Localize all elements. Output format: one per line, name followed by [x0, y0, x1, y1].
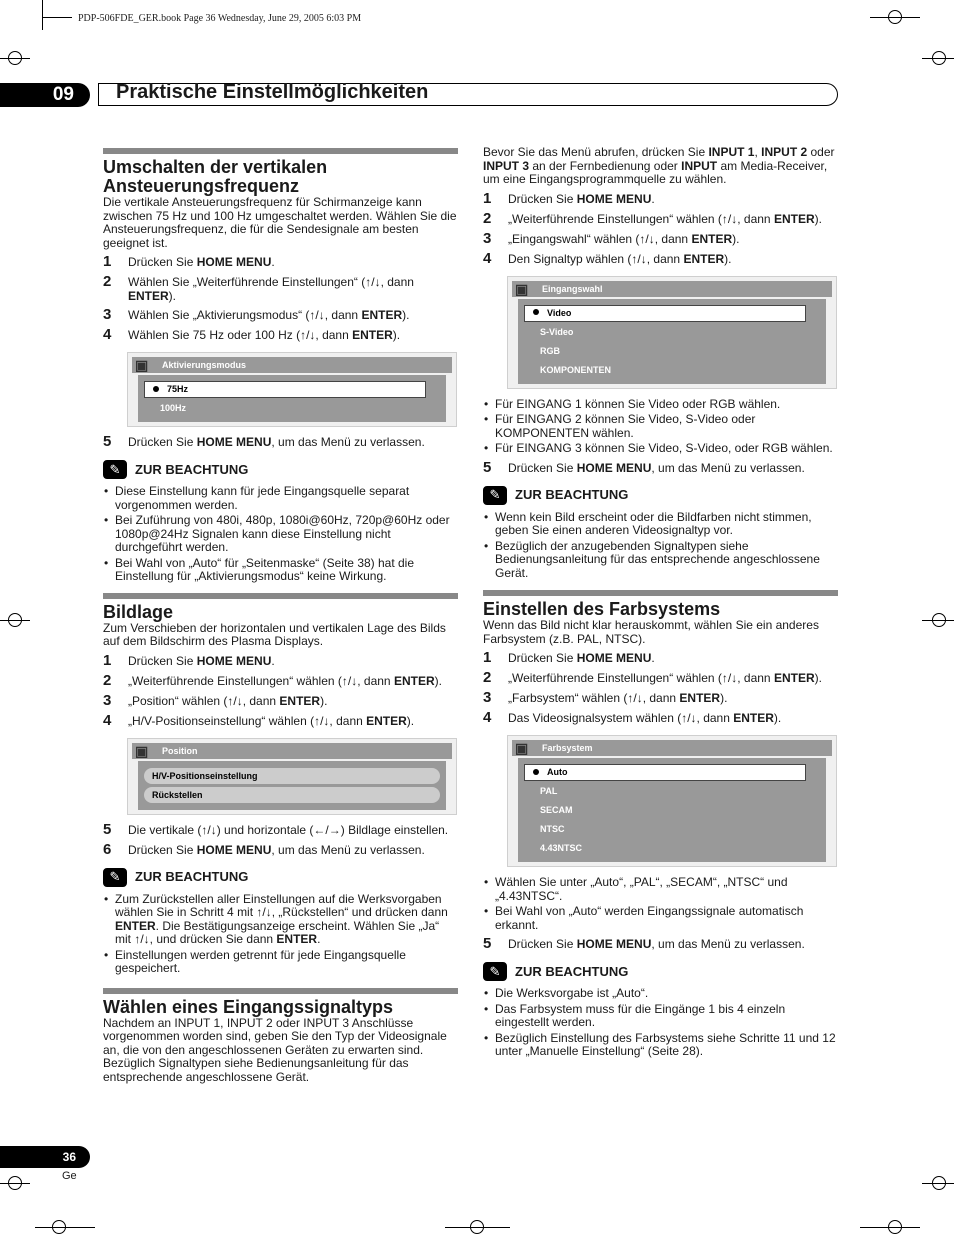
note-header	[103, 460, 458, 479]
step-number: 2	[483, 669, 492, 686]
menu-item-selected[interactable]: Auto	[524, 764, 806, 781]
notes-list	[483, 511, 838, 581]
menu-icon: ▣	[135, 357, 149, 373]
bullet-item: • Bei Wahl von „Auto“ für „Seitenmaske“ (Seite 38) hat die Einstellung für „Aktivierungsmodus“ keine Wirkung.	[103, 557, 458, 584]
step-item	[483, 669, 838, 686]
steps-list	[103, 820, 458, 858]
bullet-item: • Für EINGANG 1 können Sie Video oder RGB wählen.	[483, 398, 838, 412]
steps-list	[483, 189, 838, 267]
step-text: Drücken Sie HOME MENU.	[128, 255, 275, 269]
step-number: 4	[483, 709, 492, 726]
step-item	[483, 935, 838, 952]
bullet-item: • Wenn kein Bild erscheint oder die Bildfarben nicht stimmen, geben Sie einen anderen Videosignaltyp vor.	[483, 511, 838, 538]
pencil-icon: ✎	[483, 486, 507, 505]
step-number: 5	[483, 935, 492, 952]
menu-title: Aktivierungsmodus	[162, 360, 247, 370]
step-item	[103, 711, 458, 729]
step-text: Das Videosignalsystem wählen (↑/↓, dann ENTER).	[508, 711, 782, 725]
bullet-item: • Einstellungen werden getrennt für jede Eingangsquelle gespeichert.	[103, 949, 458, 976]
section-rule	[103, 148, 458, 154]
menu-item[interactable]: NTSC	[540, 824, 565, 834]
step-item	[103, 253, 458, 270]
language-code: Ge	[62, 1170, 77, 1182]
step-text: Wählen Sie „Aktivierungsmodus“ (↑/↓, dann ENTER).	[128, 308, 410, 322]
step-number: 5	[483, 458, 492, 476]
note-title: ZUR BEACHTUNG	[515, 963, 629, 979]
menu-item[interactable]: H/V-Positionseinstellung	[144, 768, 440, 784]
pencil-icon: ✎	[103, 868, 127, 887]
section-title: Einstellen des Farbsystems	[483, 599, 721, 619]
step-item	[483, 189, 838, 207]
steps-list	[483, 935, 838, 952]
menu-item[interactable]: SECAM	[540, 805, 573, 815]
step-item	[103, 651, 458, 669]
steps-list	[483, 649, 838, 726]
osd-menu	[127, 738, 457, 815]
menu-title-bar	[512, 740, 832, 756]
note-header	[483, 962, 838, 981]
menu-icon: ▣	[515, 280, 529, 297]
step-text: Wählen Sie „Weiterführende Einstellungen“ (↑/↓, dann ENTER).	[128, 275, 414, 303]
menu-item[interactable]: Rückstellen	[144, 787, 440, 803]
section-intro: Wenn das Bild nicht klar herauskommt, wählen Sie ein anderes Farbsystem (z.B. PAL, NTSC).	[483, 618, 819, 646]
menu-item[interactable]: 100Hz	[160, 403, 187, 413]
selected-dot-icon	[153, 386, 159, 392]
section-intro: Bevor Sie das Menü abrufen, drücken Sie INPUT 1, INPUT 2 oder INPUT 3 an der Fernbedienung oder INPUT am Media-Receiver, um eine Eingangsprogrammquelle zu wählen.	[483, 145, 835, 186]
step-number: 1	[483, 189, 492, 207]
menu-item[interactable]: PAL	[540, 786, 558, 796]
book-info-line: PDP-506FDE_GER.book Page 36 Wednesday, June 29, 2005 6:03 PM	[78, 13, 362, 24]
step-item	[103, 433, 458, 450]
step-number: 3	[483, 689, 492, 706]
bullet-item: • Wählen Sie unter „Auto“, „PAL“, „SECAM“, „NTSC“ und „4.43NTSC“.	[483, 876, 838, 903]
step-number: 6	[103, 840, 112, 858]
bullet-item: • Zum Zurückstellen aller Einstellungen auf die Werksvorgaben wählen Sie in Schritt 4 mit ↑/↓, „Rückstellen“ und drücken dann ENTER. Die Bestätigungsanzeige erscheint. Wählen Sie „Ja“ mit ↑/↓, und drücken Sie dann ENTER.	[103, 893, 458, 947]
step-text: Wählen Sie 75 Hz oder 100 Hz (↑/↓, dann ENTER).	[128, 328, 401, 342]
steps-list	[483, 458, 838, 476]
step-item	[103, 691, 458, 709]
bullet-item: • Das Farbsystem muss für die Eingänge 1 bis 4 einzeln eingestellt werden.	[483, 1003, 838, 1030]
step-number: 3	[103, 691, 112, 709]
left-column	[103, 148, 458, 1084]
bullet-item: • Bezüglich Einstellung des Farbsystems siehe Schritte 11 und 12 unter „Manuelle Einstellung“ (Seite 28).	[483, 1032, 838, 1059]
step-item	[483, 209, 838, 227]
selected-dot-icon	[533, 309, 539, 315]
menu-title: Farbsystem	[542, 743, 593, 753]
bullet-item: • Bei Wahl von „Auto“ werden Eingangssignale automatisch erkannt.	[483, 905, 838, 932]
step-number: 1	[103, 651, 112, 669]
section-title: Bildlage	[103, 601, 174, 622]
step-item	[103, 671, 458, 689]
step-item	[483, 458, 838, 476]
menu-body	[518, 758, 826, 862]
menu-item-selected[interactable]: Video	[524, 305, 806, 322]
menu-icon: ▣	[135, 742, 149, 759]
osd-menu	[127, 352, 457, 427]
page-number: 36	[0, 1146, 90, 1168]
step-number: 4	[103, 711, 112, 729]
step-item	[103, 306, 458, 323]
notes-list	[103, 485, 458, 584]
menu-item[interactable]: RGB	[540, 345, 560, 356]
menu-icon: ▣	[515, 740, 529, 756]
selected-dot-icon	[533, 769, 539, 775]
bullet-item: • Für EINGANG 2 können Sie Video, S-Video oder KOMPONENTEN wählen.	[483, 413, 838, 440]
pencil-icon: ✎	[103, 460, 127, 479]
menu-item[interactable]: 4.43NTSC	[540, 843, 583, 853]
osd-menu	[507, 276, 837, 389]
menu-item[interactable]: KOMPONENTEN	[540, 364, 612, 375]
step-item	[483, 249, 838, 267]
step-item	[103, 273, 458, 303]
step-item	[483, 229, 838, 247]
section-rule	[103, 988, 458, 994]
menu-title: Position	[162, 745, 198, 756]
step-number: 1	[103, 253, 112, 270]
step-text: „Weiterführende Einstellungen“ wählen (↑/↓, dann ENTER).	[128, 673, 442, 688]
note-header	[483, 486, 838, 505]
step-number: 4	[103, 326, 112, 343]
bullet-item: • Die Werksvorgabe ist „Auto“.	[483, 987, 838, 1001]
bullet-item: • Bezüglich der anzugebenden Signaltypen siehe Bedienungsanleitung für das entsprechende angeschlossene Gerät.	[483, 540, 838, 581]
step-text: Drücken Sie HOME MENU, um das Menü zu verlassen.	[508, 937, 805, 951]
pencil-icon: ✎	[483, 962, 507, 981]
menu-body	[138, 761, 446, 810]
step-text: Drücken Sie HOME MENU.	[128, 653, 275, 668]
step-number: 4	[483, 249, 492, 267]
step-item	[103, 326, 458, 343]
step-text: „Eingangswahl“ wählen (↑/↓, dann ENTER).	[508, 231, 740, 246]
steps-list	[103, 651, 458, 729]
menu-item-selected[interactable]: 75Hz	[144, 381, 426, 398]
right-column	[483, 146, 838, 1061]
step-text: „Farbsystem“ wählen (↑/↓, dann ENTER).	[508, 691, 728, 705]
step-number: 5	[103, 433, 112, 450]
bullet-list	[483, 876, 838, 932]
bullet-item: • Bei Zuführung von 480i, 480p, 1080i@60Hz, 720p@60Hz oder 1080p@24Hz Signalen kann diese Einstellung nicht durchgeführt werden.	[103, 514, 458, 555]
chapter-number: 09	[0, 83, 90, 107]
osd-menu	[507, 735, 837, 867]
step-text: Drücken Sie HOME MENU, um das Menü zu verlassen.	[508, 460, 805, 475]
section-intro: Nachdem an INPUT 1, INPUT 2 oder INPUT 3 Anschlüsse vorgenommen worden sind, geben Sie den Typ der Videosignale an, die von den angeschlossenen Geräten zu erwarten sind. Bezüglich Signaltypen siehe Bedienungsanleitung für das entsprechende angeschlossene Gerät.	[103, 1015, 447, 1084]
step-number: 1	[483, 649, 492, 666]
notes-list	[103, 893, 458, 976]
step-number: 3	[103, 306, 112, 323]
step-item	[483, 649, 838, 666]
bullet-list	[483, 398, 838, 456]
step-item	[103, 820, 458, 838]
menu-item[interactable]: S-Video	[540, 326, 574, 337]
step-number: 2	[103, 671, 112, 689]
section-intro: Zum Verschieben der horizontalen und vertikalen Lage des Bilds auf dem Bildschirm des Plasma Displays.	[103, 620, 446, 648]
step-number: 5	[103, 820, 112, 838]
bullet-item: • Diese Einstellung kann für jede Eingangsquelle separat vorgenommen werden.	[103, 485, 458, 512]
step-item	[103, 840, 458, 858]
step-item	[483, 709, 838, 726]
note-title: ZUR BEACHTUNG	[135, 461, 249, 477]
menu-body	[518, 299, 826, 384]
menu-title: Eingangswahl	[542, 283, 603, 294]
step-number: 2	[103, 273, 112, 290]
menu-title-bar	[132, 357, 452, 373]
section-intro: Die vertikale Ansteuerungsfrequenz für Schirmanzeige kann zwischen 75 Hz und 100 Hz umgeschaltet werden. Wählen Sie die Ansteuerungsfrequenz, die für die Sendesignale am besten geeignet ist.	[103, 195, 457, 250]
menu-body	[138, 375, 446, 422]
section-title: Umschalten der vertikalen Ansteuerungsfrequenz	[103, 157, 328, 196]
step-text: „H/V-Positionseinstellung“ wählen (↑/↓, dann ENTER).	[128, 713, 415, 728]
note-header	[103, 868, 458, 887]
step-text: „Position“ wählen (↑/↓, dann ENTER).	[128, 693, 328, 708]
step-text: Drücken Sie HOME MENU.	[508, 651, 655, 665]
step-text: „Weiterführende Einstellungen“ wählen (↑/↓, dann ENTER).	[508, 211, 822, 226]
step-text: Die vertikale (↑/↓) und horizontale (←/→) Bildlage einstellen.	[128, 822, 449, 837]
menu-title-bar	[512, 281, 832, 297]
chapter-title: Praktische Einstellmöglichkeiten	[116, 81, 429, 103]
step-text: Den Signaltyp wählen (↑/↓, dann ENTER).	[508, 251, 732, 266]
notes-list	[483, 987, 838, 1059]
section-title: Wählen eines Eingangssignaltyps	[103, 996, 394, 1017]
step-text: Drücken Sie HOME MENU, um das Menü zu verlassen.	[128, 842, 425, 857]
section-rule	[103, 593, 458, 599]
steps-list	[103, 253, 458, 343]
note-title: ZUR BEACHTUNG	[135, 869, 249, 885]
section-rule	[483, 590, 838, 596]
step-text: Drücken Sie HOME MENU.	[508, 191, 655, 206]
menu-title-bar	[132, 743, 452, 759]
step-text: „Weiterführende Einstellungen“ wählen (↑/↓, dann ENTER).	[508, 671, 822, 685]
step-text: Drücken Sie HOME MENU, um das Menü zu verlassen.	[128, 435, 425, 449]
note-title: ZUR BEACHTUNG	[515, 487, 629, 503]
steps-list	[103, 433, 458, 450]
step-item	[483, 689, 838, 706]
step-number: 2	[483, 209, 492, 227]
bullet-item: • Für EINGANG 3 können Sie Video, S-Video, oder RGB wählen.	[483, 442, 838, 456]
step-number: 3	[483, 229, 492, 247]
